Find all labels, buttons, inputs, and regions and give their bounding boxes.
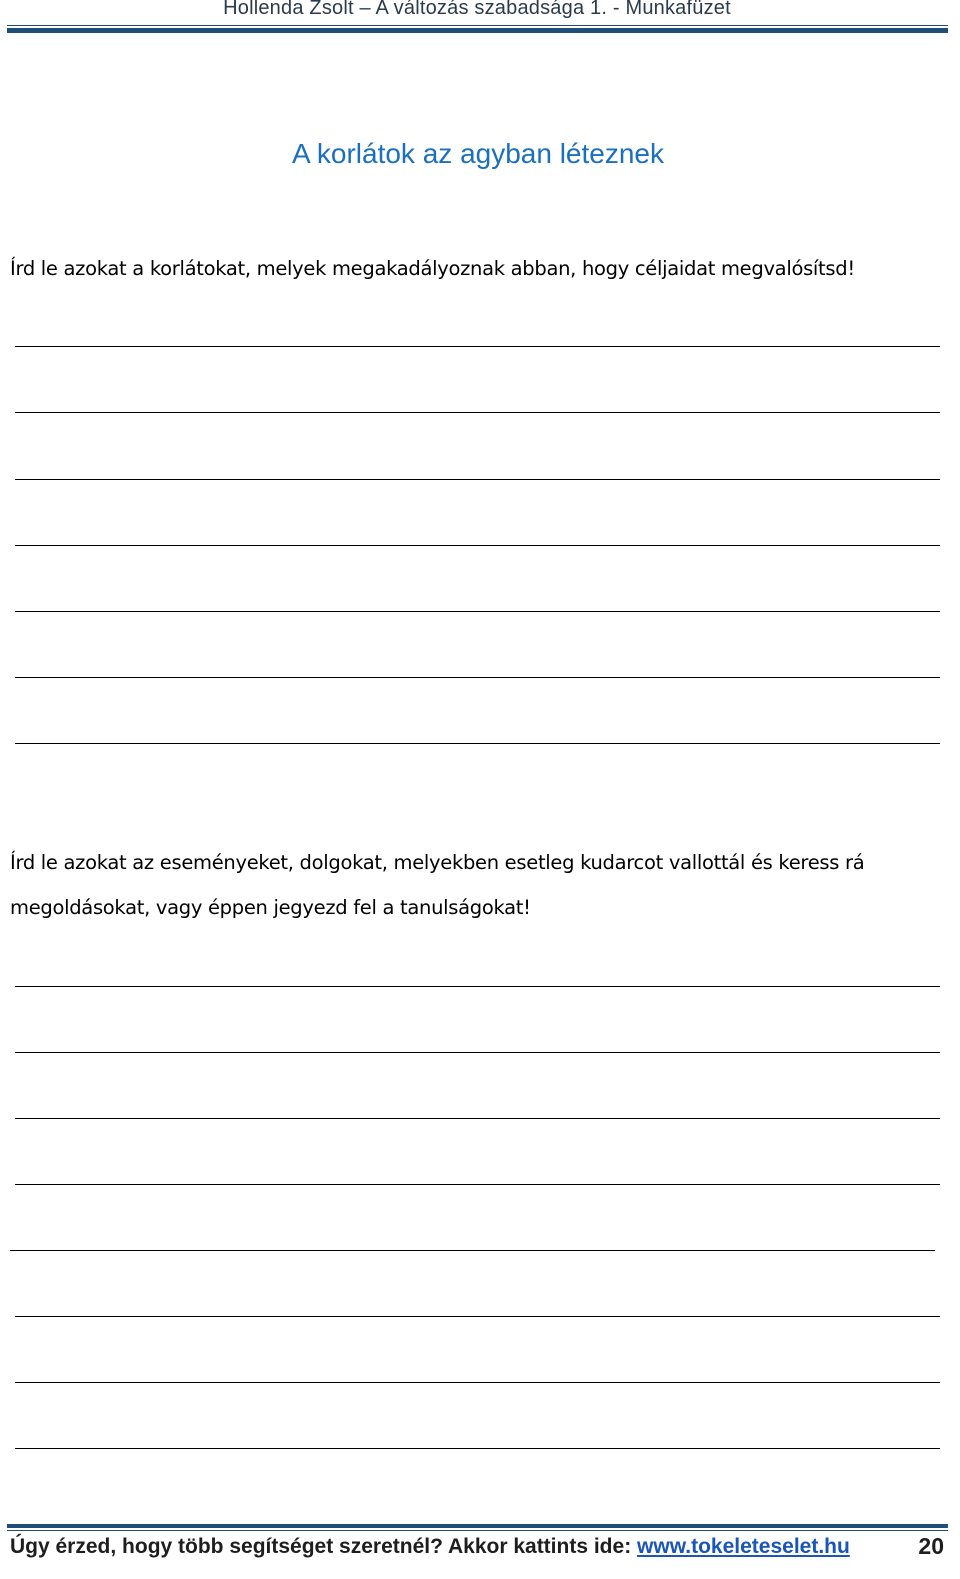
answer-line[interactable] [15, 611, 940, 612]
answer-line[interactable] [15, 1382, 940, 1383]
page-number: 20 [918, 1533, 944, 1559]
answer-line[interactable] [15, 677, 940, 678]
answer-line[interactable] [15, 346, 940, 347]
running-header: Hollenda Zsolt – A változás szabadsága 1. - Munkafüzet [223, 0, 731, 19]
footer-rule-thick [7, 1524, 948, 1528]
section-title: A korlátok az agyban léteznek [291, 138, 664, 169]
website-link[interactable]: www.tokeleteselet.hu [637, 1535, 850, 1558]
exercise-2-prompt-line-1: Írd le azokat az eseményeket, dolgokat, melyekben esetleg kudarcot vallottál és keress rá [10, 851, 865, 874]
answer-line[interactable] [15, 1448, 940, 1449]
answer-line[interactable] [10, 1250, 935, 1251]
answer-line[interactable] [15, 1052, 940, 1053]
answer-line[interactable] [15, 986, 940, 987]
answer-line[interactable] [15, 1316, 940, 1317]
footer-rule [7, 1530, 948, 1531]
footer-text: Úgy érzed, hogy több segítséget szeretnél? Akkor kattints ide: [10, 1535, 638, 1558]
answer-line[interactable] [15, 1184, 940, 1185]
header-rule-thick [7, 28, 948, 33]
answer-line[interactable] [15, 545, 940, 546]
answer-line[interactable] [15, 412, 940, 413]
answer-line[interactable] [15, 743, 940, 744]
exercise-2-prompt-line-2: megoldásokat, vagy éppen jegyezd fel a tanulságokat! [10, 896, 531, 919]
answer-line[interactable] [15, 479, 940, 480]
footer-call-to-action [10, 1535, 850, 1559]
answer-line[interactable] [15, 1118, 940, 1119]
header-rule [7, 25, 948, 26]
exercise-1-prompt: Írd le azokat a korlátokat, melyek megakadályoznak abban, hogy céljaidat megvalósítsd! [10, 257, 855, 280]
